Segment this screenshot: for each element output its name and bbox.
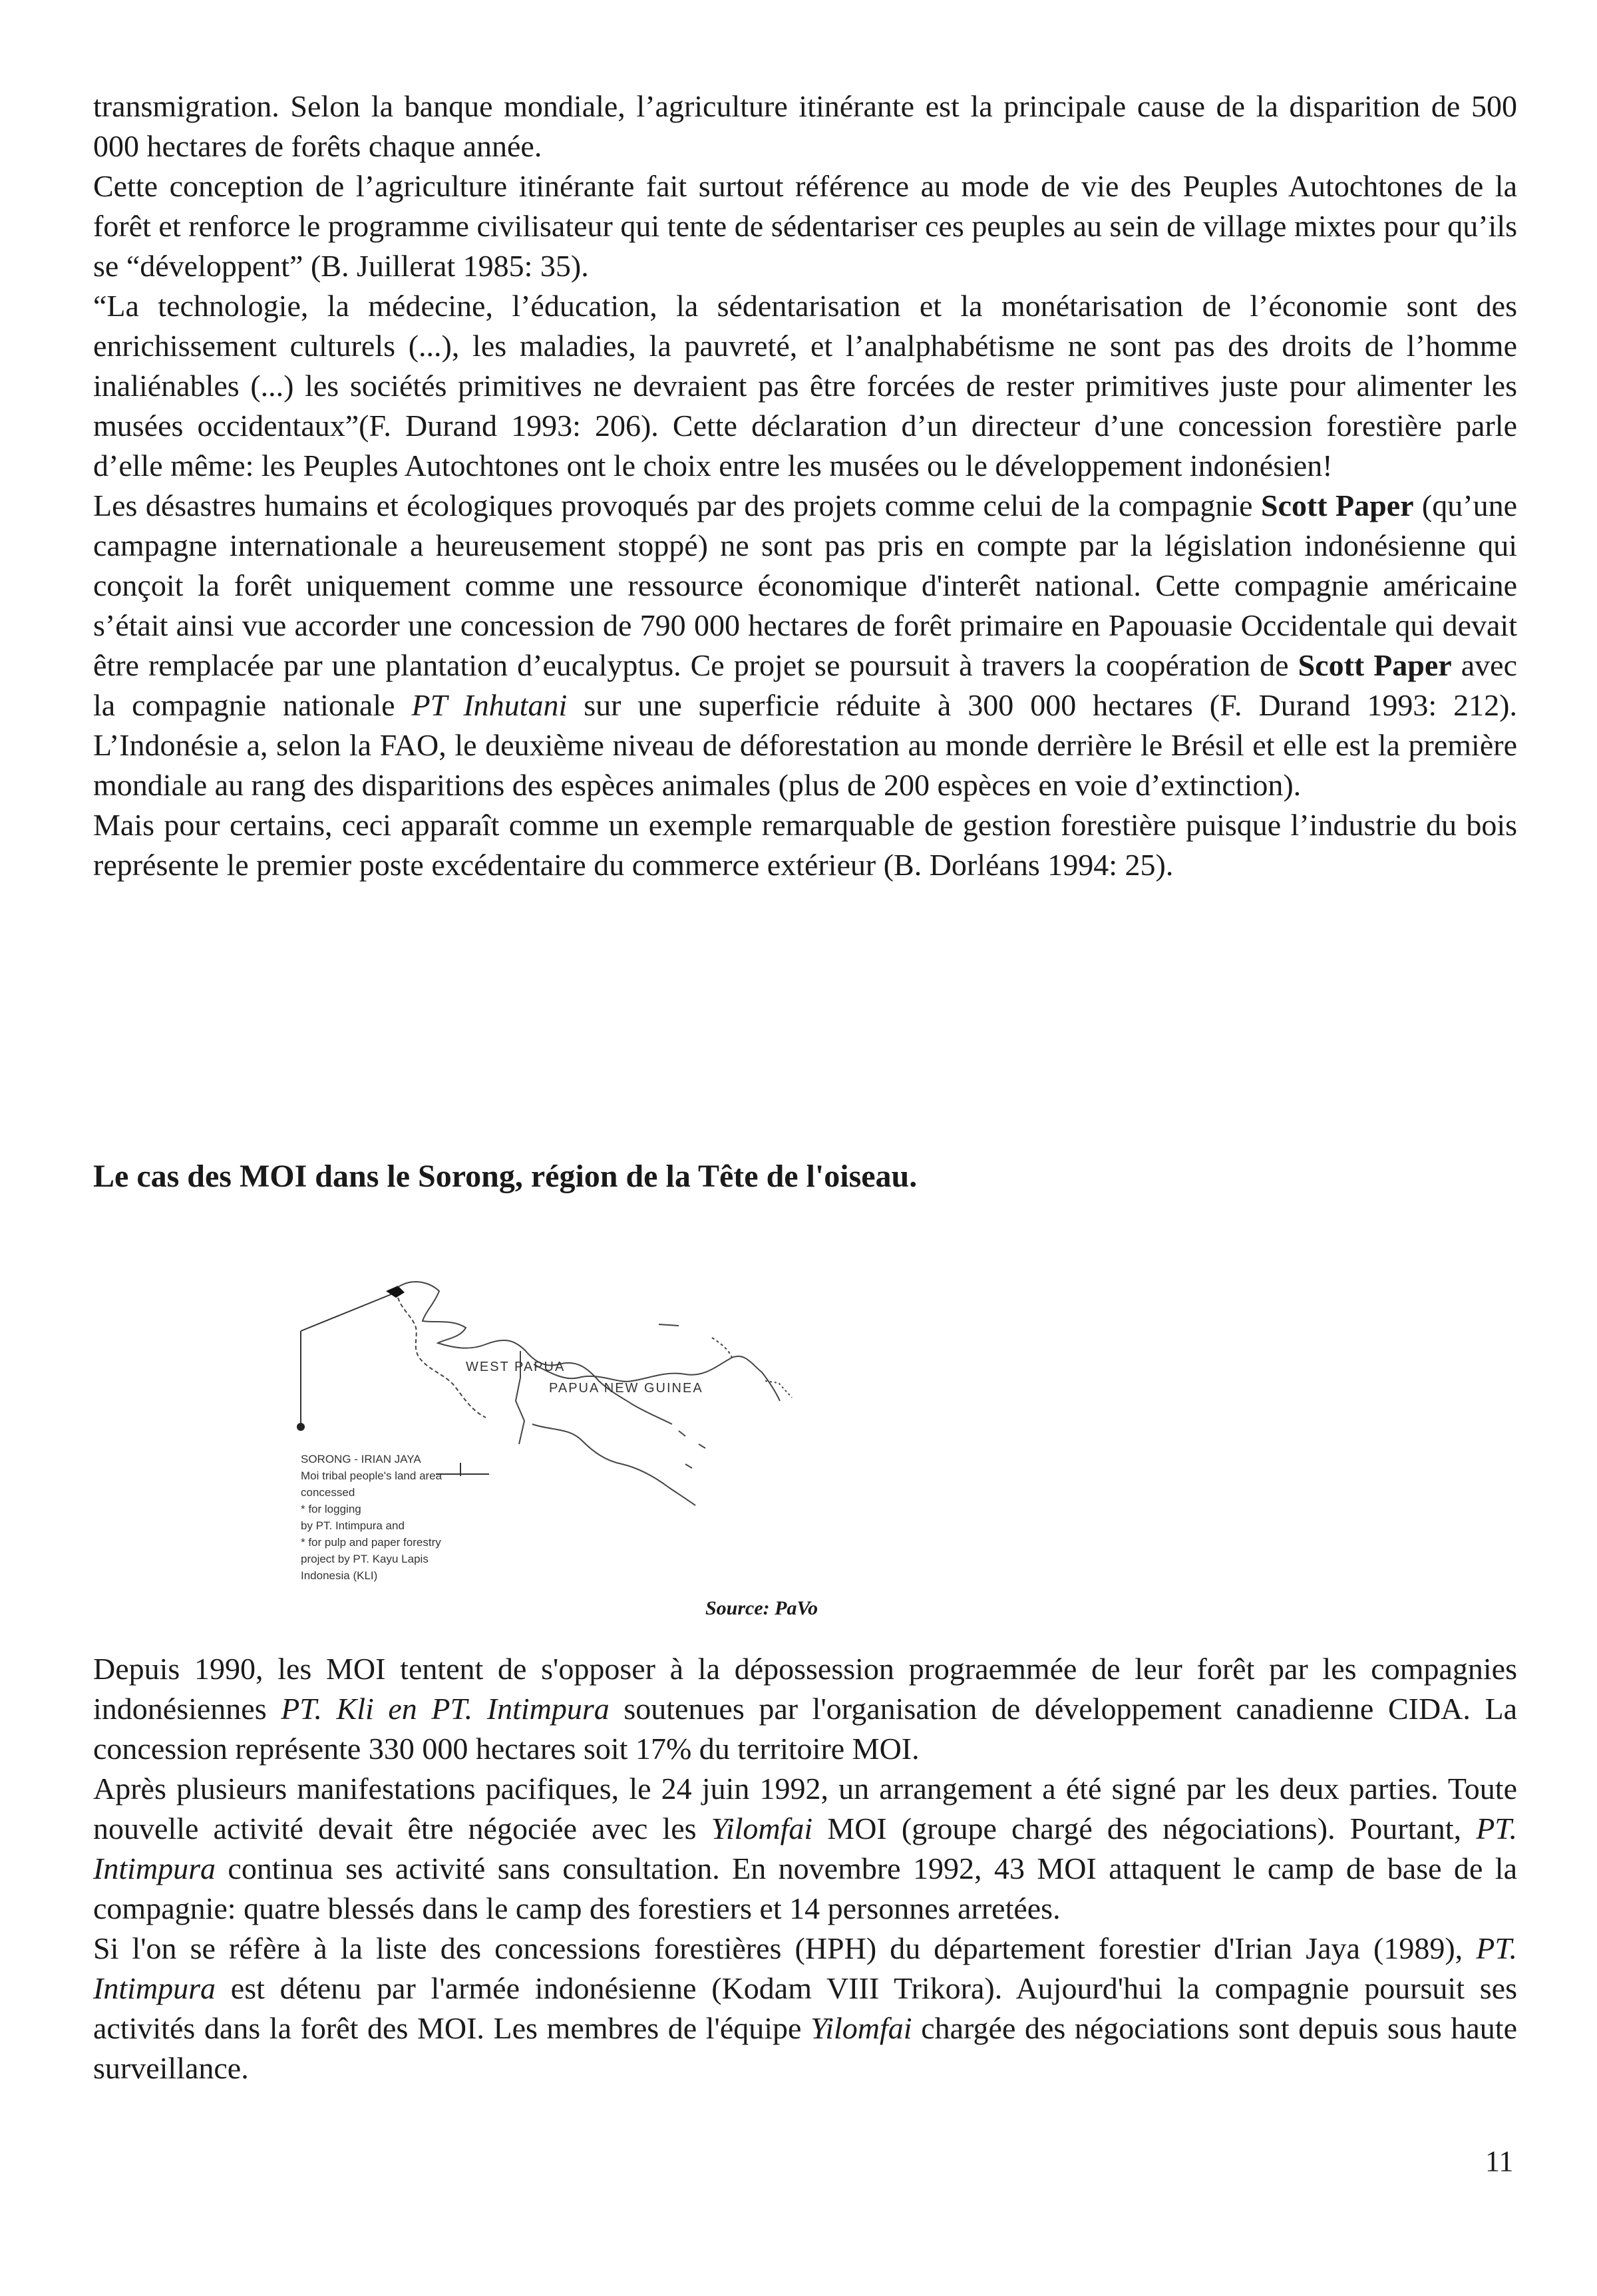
text-run: Scott Paper	[1260, 488, 1414, 522]
caption-line: Indonesia (KLI)	[301, 1569, 378, 1582]
caption-line: * for pulp and paper forestry	[301, 1536, 441, 1549]
caption-line: by PT. Intimpura and	[301, 1519, 405, 1532]
text-run: “La technologie, la médecine, l’éducation, la sédentarisation et la monétarisation de l’économie sont des enrichissement culturels (...), les maladies, la pauvreté, et l’analphabétisme ne sont pas des droits de l’homme inaliénables (...) les sociétés primitives ne devraient pas être forcées de rester primitives juste pour alimenter les musées occidentaux”(F. Durand 1993: 206). Cette déclaration d’un directeur d’une concession forestière parle d’elle même: les Peuples Autochtones ont le choix entre les musées ou le développement indonésien!	[93, 289, 1517, 482]
body-text-top	[93, 87, 1517, 885]
png-south-coast	[532, 1424, 695, 1505]
west-papua-label: WEST PAPUA	[466, 1360, 566, 1374]
paragraph	[93, 1769, 1517, 1929]
west-papua-coast	[398, 1282, 672, 1424]
text-run: transmigration. Selon la banque mondiale, l’agriculture itinérante est la principale cause de la disparition de 500 000 hectares de forêts chaque année.	[93, 89, 1517, 163]
section-heading: Le cas des MOI dans le Sorong, région de la Tête de l'oiseau.	[93, 1159, 918, 1194]
paragraph	[93, 486, 1517, 805]
caption-line: Moi tribal people's land area	[301, 1469, 443, 1482]
caption-line: SORONG - IRIAN JAYA	[301, 1453, 421, 1465]
text-run: continua ses activité sans consultation. En novembre 1992, 43 MOI attaquent le camp de base de la compagnie: quatre blessés dans le camp des forestiers et 14 personnes arretées.	[93, 1851, 1517, 1925]
text-run: Depuis 1990, les MOI tentent de s'opposer à la dépossession prograemmée de leur forêt par les compagnies indonésiennes	[93, 1652, 1517, 1726]
west-papua-south-coast	[398, 1298, 486, 1418]
text-run: Cette conception de l’agriculture itinérante fait surtout référence au mode de vie des Peuples Autochtones de la forêt et renforce le programme civilisateur qui tente de sédentariser ces peuples au sein de village mixtes pour qu’ils se “développent” (B. Juillerat 1985: 35).	[93, 169, 1517, 283]
text-run: sur une superficie réduite à 300 000 hectares (F. Durand 1993: 212). L’Indonésie a, selon la FAO, le deuxième niveau de déforestation au monde derrière le Brésil et elle est la première mondiale au rang des disparitions des espèces animales (plus de 200 espèces en voie d’extinction).	[93, 688, 1518, 802]
map-caption	[301, 1451, 442, 1584]
paragraph	[93, 166, 1517, 286]
page-number: 11	[1485, 2145, 1514, 2178]
text-run: PT. Kli en PT. Intimpura	[281, 1692, 610, 1726]
pointer-line-diagonal	[301, 1294, 393, 1331]
body-text-bottom	[93, 1649, 1517, 2088]
paragraph	[93, 286, 1517, 486]
island-2	[712, 1338, 732, 1358]
text-run: Après plusieurs manifestations pacifiques, le 24 juin 1992, un arrangement a été signé par les deux parties. Toute nouvelle activité devait être négociée avec les	[93, 1772, 1517, 1845]
text-run: PT Inhutani	[411, 688, 568, 722]
island-1	[659, 1324, 679, 1326]
text-run: PT. Intimpura	[93, 1931, 1517, 2005]
text-run: Scott Paper	[1298, 648, 1452, 682]
text-run: soutenues par l'organisation de développement canadienne CIDA. La concession représente 330 000 hectares soit 17% du territoire MOI.	[93, 1692, 1517, 1766]
pointer-dot	[297, 1423, 305, 1431]
text-run: Yilomfai	[711, 1812, 813, 1845]
text-run: est détenu par l'armée indonésienne (Kodam VIII Trikora). Aujourd'hui la compagnie poursuit ses activités dans la forêt des MOI. Les membres de l'équipe	[93, 1971, 1517, 2045]
paragraph	[93, 1649, 1517, 1769]
text-run: Mais pour certains, ceci apparaît comme un exemple remarquable de gestion forestière puisque l’industrie du bois représente le premier poste excédentaire du commerce extérieur (B. Dorléans 1994: 25).	[93, 808, 1517, 882]
text-run: Les désastres humains et écologiques provoqués par des projets comme celui de la compagnie	[93, 488, 1261, 522]
paragraph	[93, 1929, 1517, 2088]
text-run: Yilomfai	[810, 2011, 912, 2045]
text-run: MOI (groupe chargé des négociations). Pourtant,	[812, 1812, 1477, 1845]
text-run: (qu’une campagne internationale a heureusement stoppé) ne sont pas pris en compte par la législation indonésienne qui conçoit la forêt uniquement comme une ressource économique d'interêt national. Cette compagnie américaine s’était ainsi vue accorder une concession de 790 000 hectares de forêt primaire en Papouasie Occidentale qui devait être remplacée par une plantation d’eucalyptus. Ce projet se poursuit à travers la coopération de	[93, 488, 1517, 682]
text-run: chargée des négociations sont depuis sous haute surveillance.	[93, 2011, 1517, 2085]
text-run: Si l'on se réfère à la liste des concessions forestières (HPH) du département forestier d'Irian Jaya (1989),	[93, 1931, 1477, 1965]
caption-line: project by PT. Kayu Lapis	[301, 1553, 429, 1565]
paragraph	[93, 805, 1517, 885]
caption-line: * for logging	[301, 1503, 361, 1515]
paragraph	[93, 87, 1517, 166]
map-source: Source: PaVo	[705, 1597, 818, 1619]
text-run: PT. Intimpura	[93, 1812, 1517, 1885]
png-label: PAPUA NEW GUINEA	[549, 1381, 703, 1396]
text-run: avec la compagnie nationale	[93, 648, 1517, 722]
island-4	[679, 1431, 705, 1468]
caption-line: concessed	[301, 1486, 355, 1499]
